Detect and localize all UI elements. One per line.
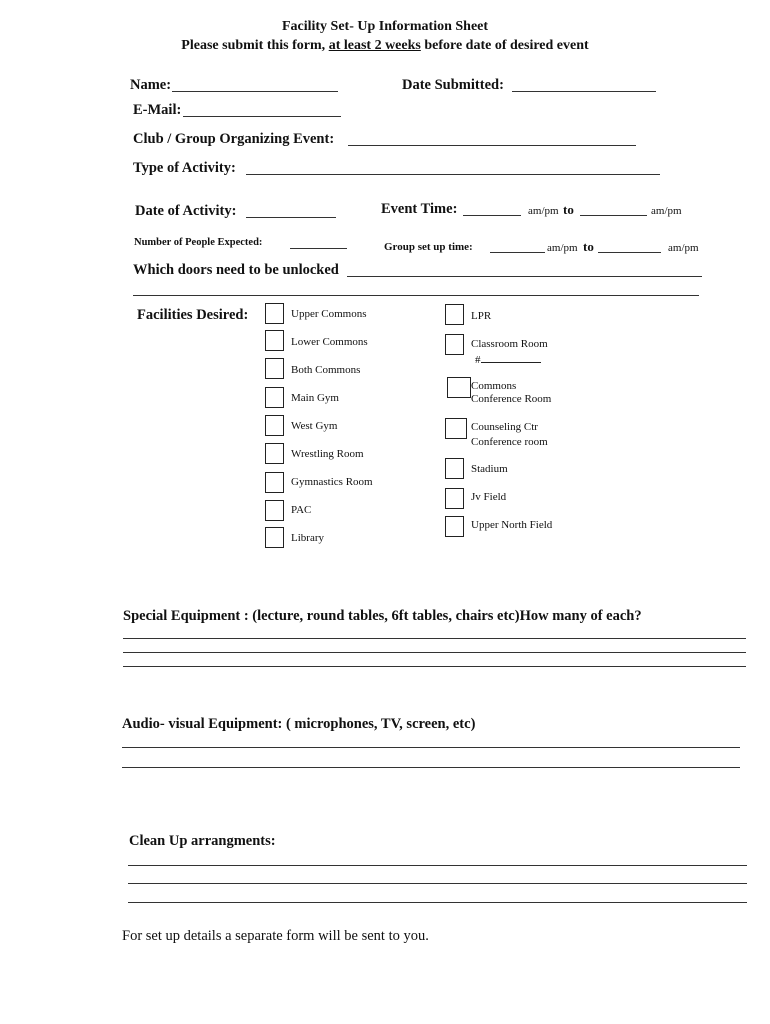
doors-field[interactable] bbox=[347, 264, 702, 277]
facility-stadium: Stadium bbox=[471, 463, 508, 475]
group-setup-ampm-1: am/pm bbox=[547, 242, 578, 254]
av-equipment-line-1[interactable] bbox=[122, 735, 740, 748]
subtitle-post: before date of desired event bbox=[420, 38, 589, 53]
date-submitted-label: Date Submitted: bbox=[402, 77, 504, 93]
facility-lower-commons: Lower Commons bbox=[291, 336, 368, 348]
club-label: Club / Group Organizing Event: bbox=[133, 131, 335, 147]
facility-jv-field: Jv Field bbox=[471, 491, 507, 503]
facility-wrestling-room: Wrestling Room bbox=[291, 448, 364, 460]
checkbox-library[interactable] bbox=[265, 527, 284, 548]
event-time-end-field[interactable] bbox=[580, 203, 647, 216]
facilities-label: Facilities Desired: bbox=[137, 307, 249, 323]
checkbox-jv-field[interactable] bbox=[445, 488, 464, 509]
facility-counseling-2: Conference room bbox=[471, 436, 548, 448]
checkbox-upper-north-field[interactable] bbox=[445, 516, 464, 537]
av-equipment-label: Audio- visual Equipment: ( microphones, TV, screen, etc) bbox=[122, 716, 476, 732]
date-activity-field[interactable] bbox=[246, 205, 336, 218]
checkbox-lower-commons[interactable] bbox=[265, 330, 284, 351]
facility-pac: PAC bbox=[291, 504, 312, 516]
facility-gymnastics-room: Gymnastics Room bbox=[291, 476, 373, 488]
checkbox-west-gym[interactable] bbox=[265, 415, 284, 436]
facility-commons-conference-2: Conference Room bbox=[471, 393, 552, 405]
event-time-ampm-1: am/pm bbox=[528, 205, 559, 217]
group-setup-ampm-2: am/pm bbox=[668, 242, 699, 254]
facility-west-gym: West Gym bbox=[291, 420, 338, 432]
people-expected-field[interactable] bbox=[290, 236, 347, 249]
facility-counseling-1: Counseling Ctr bbox=[471, 421, 538, 433]
type-activity-field[interactable] bbox=[246, 162, 660, 175]
people-expected-label: Number of People Expected: bbox=[134, 237, 263, 248]
event-time-to: to bbox=[563, 202, 574, 217]
cleanup-line-2[interactable] bbox=[128, 871, 747, 884]
special-equipment-label: Special Equipment : (lecture, round tables, 6ft tables, chairs etc)How many of each? bbox=[123, 608, 642, 624]
name-field[interactable] bbox=[172, 79, 338, 92]
event-time-ampm-2: am/pm bbox=[651, 205, 682, 217]
checkbox-wrestling-room[interactable] bbox=[265, 443, 284, 464]
checkbox-classroom[interactable] bbox=[445, 334, 464, 355]
date-activity-label: Date of Activity: bbox=[135, 203, 237, 219]
event-time-start-field[interactable] bbox=[463, 203, 521, 216]
checkbox-upper-commons[interactable] bbox=[265, 303, 284, 324]
subtitle-pre: Please submit this form, bbox=[181, 38, 329, 53]
group-setup-start-field[interactable] bbox=[490, 240, 545, 253]
checkbox-main-gym[interactable] bbox=[265, 387, 284, 408]
special-equipment-line-2[interactable] bbox=[123, 640, 746, 653]
doors-field-line-2[interactable] bbox=[133, 283, 699, 296]
facility-classroom-number bbox=[475, 350, 541, 367]
facility-classroom: Classroom Room bbox=[471, 338, 548, 350]
date-submitted-field[interactable] bbox=[512, 79, 656, 92]
facility-both-commons: Both Commons bbox=[291, 364, 361, 376]
form-subtitle bbox=[0, 38, 770, 54]
cleanup-label: Clean Up arrangments: bbox=[129, 833, 276, 849]
checkbox-pac[interactable] bbox=[265, 500, 284, 521]
subtitle-underlined: at least 2 weeks bbox=[328, 38, 421, 53]
name-label: Name: bbox=[130, 77, 172, 93]
form-title: Facility Set- Up Information Sheet bbox=[281, 19, 489, 34]
club-field[interactable] bbox=[348, 133, 636, 146]
email-label: E-Mail: bbox=[133, 102, 182, 118]
classroom-number-sign: # bbox=[475, 354, 481, 366]
classroom-number-field[interactable] bbox=[481, 350, 541, 363]
facility-upper-commons: Upper Commons bbox=[291, 308, 367, 320]
special-equipment-line-1[interactable] bbox=[123, 626, 746, 639]
checkbox-lpr[interactable] bbox=[445, 304, 464, 325]
special-equipment-line-3[interactable] bbox=[123, 654, 746, 667]
doors-label: Which doors need to be unlocked bbox=[133, 262, 339, 278]
checkbox-commons-conference[interactable] bbox=[447, 377, 471, 398]
checkbox-gymnastics-room[interactable] bbox=[265, 472, 284, 493]
footer-note: For set up details a separate form will be sent to you. bbox=[122, 928, 429, 944]
group-setup-end-field[interactable] bbox=[598, 240, 661, 253]
type-activity-label: Type of Activity: bbox=[133, 160, 236, 176]
checkbox-both-commons[interactable] bbox=[265, 358, 284, 379]
group-setup-to: to bbox=[583, 239, 594, 254]
av-equipment-line-2[interactable] bbox=[122, 755, 740, 768]
facility-lpr: LPR bbox=[471, 310, 492, 322]
cleanup-line-1[interactable] bbox=[128, 853, 747, 866]
facility-commons-conference-1: Commons bbox=[471, 380, 517, 392]
cleanup-line-3[interactable] bbox=[128, 890, 747, 903]
group-setup-label: Group set up time: bbox=[384, 241, 473, 253]
facility-main-gym: Main Gym bbox=[291, 392, 339, 404]
facility-library: Library bbox=[291, 532, 324, 544]
email-field[interactable] bbox=[183, 104, 341, 117]
event-time-label: Event Time: bbox=[381, 201, 458, 217]
facility-upper-north-field: Upper North Field bbox=[471, 519, 553, 531]
checkbox-counseling-conference[interactable] bbox=[445, 418, 467, 439]
checkbox-stadium[interactable] bbox=[445, 458, 464, 479]
